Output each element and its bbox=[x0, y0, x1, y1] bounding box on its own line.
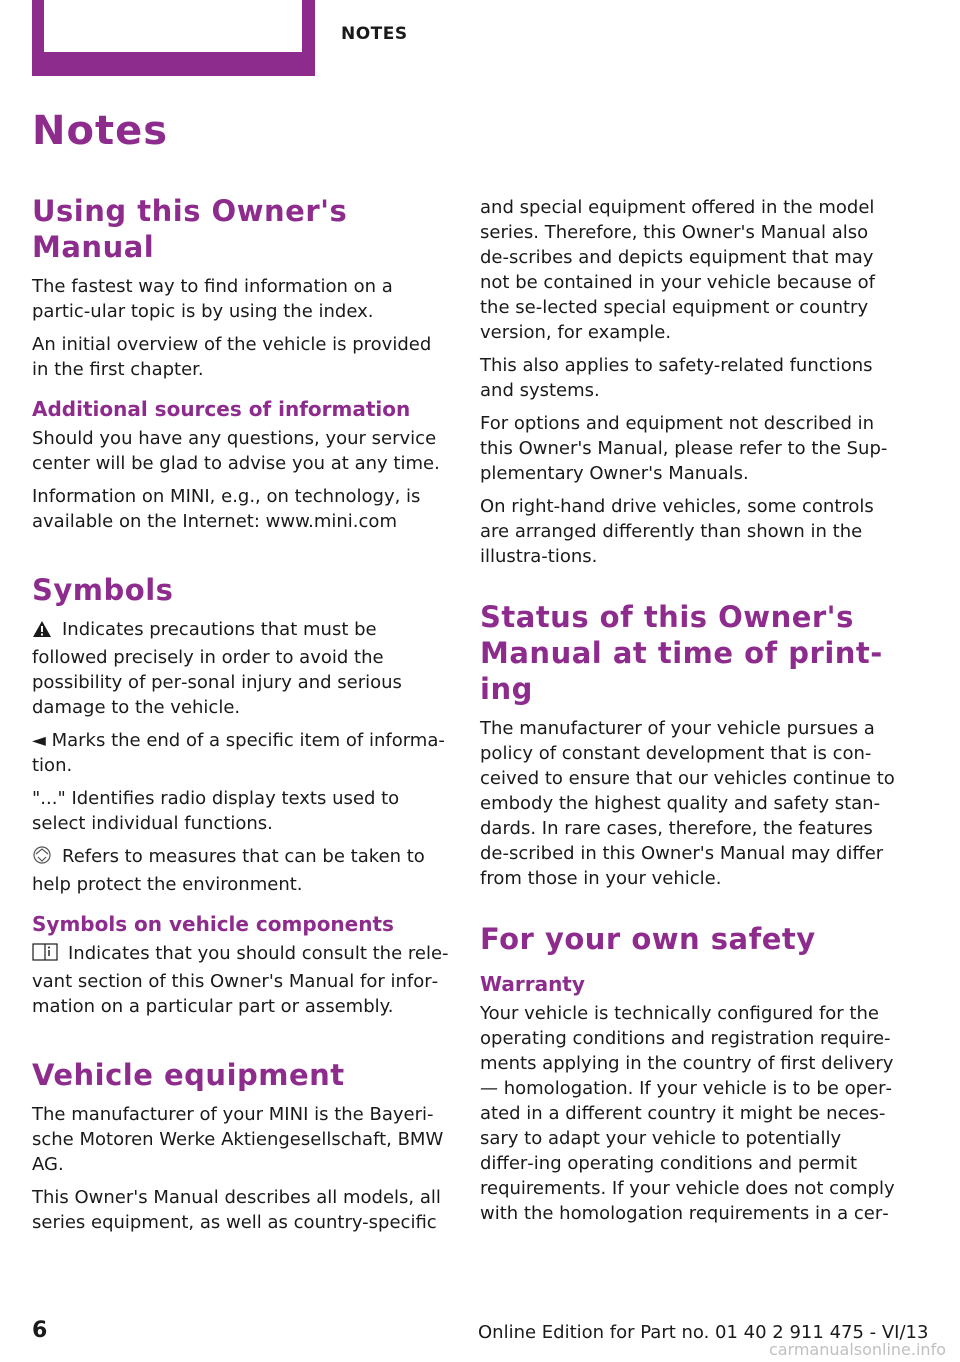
heading-vehicle-components: Symbols on vehicle components bbox=[32, 912, 394, 936]
end-marker-text: Marks the end of a specific item of informa‐tion. bbox=[32, 730, 445, 776]
heading-symbols: Symbols bbox=[32, 573, 174, 607]
header-tab-inner bbox=[44, 0, 302, 52]
environment-text: Refers to measures that can be taken to help protect the environment. bbox=[32, 846, 425, 895]
components-text: Indicates that you should consult the rele‐vant section of this Owner's Manual for infor‐mation on a particular part or assembly. bbox=[32, 943, 449, 1017]
warning-triangle-icon bbox=[32, 620, 52, 645]
left-column bbox=[32, 193, 450, 1243]
paragraph: On right-hand drive vehicles, some controls are arranged differently than shown in the illustra‐tions. bbox=[480, 496, 874, 567]
heading-warranty: Warranty bbox=[480, 972, 585, 996]
right-column bbox=[480, 195, 898, 1234]
paragraph: and special equipment offered in the model series. Therefore, this Owner's Manual also de‐scribes and depicts equipment that may not be contained in your vehicle because of the se‐lected special equipment or country version, for example. bbox=[480, 197, 875, 343]
heading-manual-status: Status of this Owner's Manual at time of print‐ing bbox=[480, 600, 883, 706]
paragraph: "..." Identifies radio display texts used to select individual functions. bbox=[32, 788, 400, 834]
paragraph: Your vehicle is technically configured for the operating conditions and registration require‐ments applying in the country of first delivery — homologation. If your vehicle is to be oper‐ated in a different country it might be neces‐sary to adapt your vehicle to potentially differ‐ing operating conditions and permit requirements. If your vehicle does not comply with the homologation requirements in a cer‐ bbox=[480, 1003, 895, 1224]
paragraph-environment bbox=[32, 844, 450, 897]
environment-icon bbox=[32, 845, 52, 872]
warning-text: Indicates precautions that must be followed precisely in order to avoid the possibility of per‐sonal injury and serious damage to the vehicle. bbox=[32, 619, 402, 718]
end-marker-icon: ◄ bbox=[32, 730, 46, 751]
paragraph: Information on MINI, e.g., on technology, is available on the Internet: www.mini.com bbox=[32, 486, 421, 532]
paragraph: This also applies to safety-related functions and systems. bbox=[480, 355, 873, 401]
paragraph-components bbox=[32, 941, 450, 1019]
paragraph: The manufacturer of your MINI is the Bayeri‐sche Motoren Werke Aktiengesellschaft, BMW AG. bbox=[32, 1104, 444, 1175]
page-number: 6 bbox=[32, 1318, 48, 1343]
footer-edition: Online Edition for Part no. 01 40 2 911 475 - VI/13 bbox=[478, 1322, 929, 1343]
paragraph: The manufacturer of your vehicle pursues a policy of constant development that is con‐ceived to ensure that our vehicles continue to embody the highest quality and safety stan‐dards. In rare cases, therefore, the features de‐scribed in this Owner's Manual may differ from those in your vehicle. bbox=[480, 718, 895, 889]
header-section-title: NOTES bbox=[341, 24, 408, 44]
manual-book-icon bbox=[32, 942, 58, 969]
paragraph: For options and equipment not described in this Owner's Manual, please refer to the Sup‐plementary Owner's Manuals. bbox=[480, 413, 888, 484]
header-color-tab bbox=[32, 0, 315, 76]
paragraph-end-marker bbox=[32, 728, 450, 778]
paragraph: An initial overview of the vehicle is provided in the first chapter. bbox=[32, 334, 432, 380]
page-title: Notes bbox=[32, 108, 169, 154]
heading-additional-sources: Additional sources of information bbox=[32, 397, 411, 421]
heading-vehicle-equipment: Vehicle equipment bbox=[32, 1058, 345, 1092]
paragraph: Should you have any questions, your service center will be glad to advise you at any time. bbox=[32, 428, 440, 474]
paragraph: This Owner's Manual describes all models, all series equipment, as well as country-specific bbox=[32, 1187, 441, 1233]
paragraph: The fastest way to find information on a partic‐ular topic is by using the index. bbox=[32, 276, 393, 322]
paragraph-warning bbox=[32, 617, 450, 720]
heading-using-manual: Using this Owner's Manual bbox=[32, 194, 348, 264]
heading-own-safety: For your own safety bbox=[480, 922, 816, 956]
watermark: carmanualsonline.info bbox=[768, 1340, 946, 1359]
